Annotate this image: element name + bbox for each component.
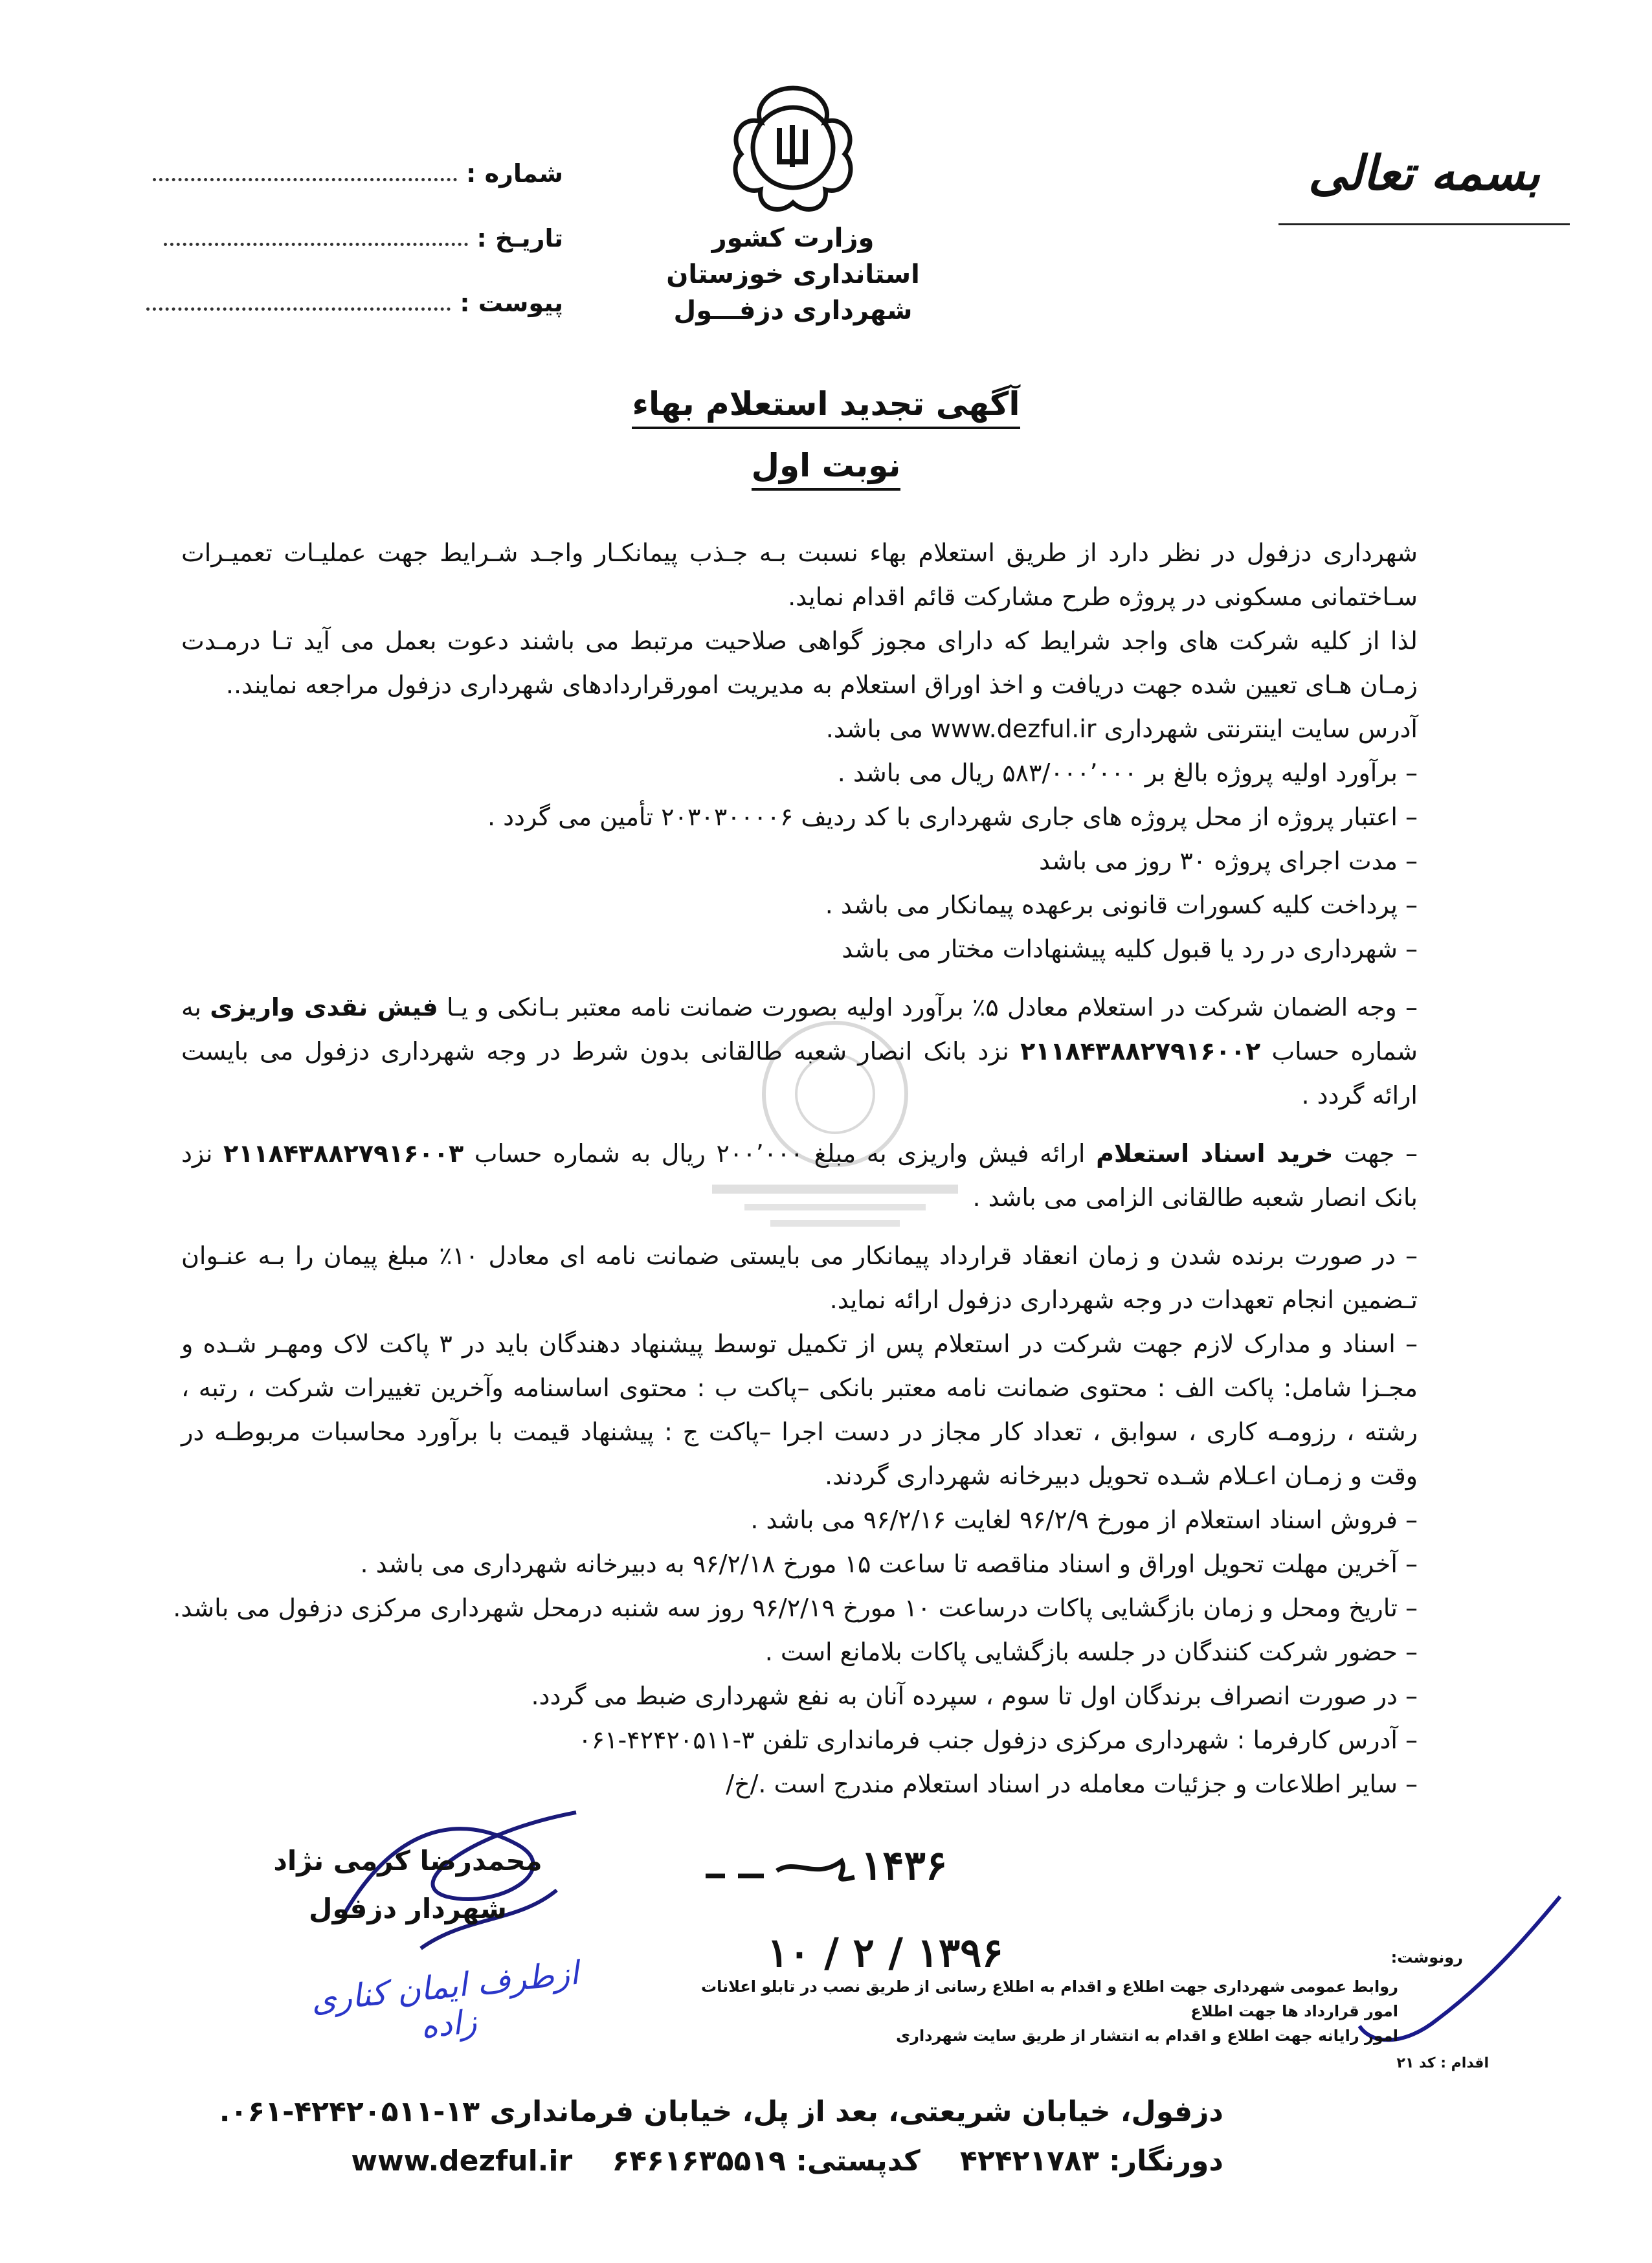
issuer-block (647, 220, 939, 329)
documents-item: – اسناد و مدارک لازم جهت شرکت در استعلام پس از تکمیل توسط پیشنهاد دهندگان باید در ۳ پاکت لاک ومهـر شـده و مجـزا شامل: پاکت الف : محتوی ضمانت نامه معتبر بانکی –پاکت ب : محتوی اساسنامه وآخرین تغییرات شرکت ، رتبه ، رشته ، رزومـه کاری ، سوابق ، تعداد کار مجاز در دست اجرا –پاکت ج : پیشنهاد قیمت با برآورد محاسبات مربوطـه در وقت و زمـان اعـلام شـده تحویل دبیرخانه شهرداری گردند. (181, 1330, 1418, 1490)
opening-item: – تاریخ ومحل و زمان بازگشایی پاکات درساعت ۱۰ مورخ ۹۶/۲/۱۹ روز سه شنبه درمحل شهرداری مرکزی دزفول می باشد. (173, 1594, 1418, 1622)
purchase-text: ارائه فیش واریزی به مبلغ ۲۰۰٬۰۰۰ ریال به شماره حساب (474, 1139, 1086, 1168)
letterhead-footer (219, 2088, 1223, 2186)
postal-code: ۶۴۶۱۶۳۵۵۱۹ (612, 2145, 787, 2178)
postal-code-label: کدپستی: (796, 2145, 921, 2178)
document-title (502, 385, 1150, 423)
cc-item-it: امور رایانه جهت اطلاع و اقدام به انتشار از طریق سایت شهرداری (896, 2027, 1398, 2045)
guarantee-account-text: نزد بانک انصار شعبه طالقانی بدون شرط در وجه شهرداری دزفول می بایست ارائه گردد . (181, 1037, 1418, 1109)
purchase-suffix: نزد بانک انصار شعبه طالقانی الزامی می باشد . (181, 1139, 1418, 1212)
province-name: استانداری خوزستان (666, 260, 920, 289)
purchase-item (181, 1132, 1418, 1220)
estimate-item: – برآورد اولیه پروژه بالغ بر ۵۸۳/۰۰۰٬۰۰۰ ریال می باشد . (837, 759, 1418, 787)
ministry-name: وزارت کشور (711, 223, 875, 253)
signatory-title: شهردار دزفول (309, 1893, 507, 1924)
employer-address-item: – آدرس کارفرما : شهرداری مرکزی دزفول جنب فرمانداری تلفن ۳-۴۲۴۲۰۵۱۱-۰۶۱ (578, 1726, 1418, 1754)
guarantee-emphasis: فیش نقدی واریزی (210, 993, 438, 1021)
footer-website-link[interactable]: www.dezful.ir (351, 2145, 573, 2178)
number-field (78, 123, 563, 188)
guarantee-item (181, 985, 1418, 1117)
purchase-emphasis: خرید اسناد استعلام (1096, 1139, 1334, 1168)
document-subtitle (632, 447, 1020, 484)
website-link[interactable]: www.dezful.ir (930, 715, 1097, 743)
purchase-prefix: – جهت (1344, 1139, 1418, 1168)
attachment-blank (146, 307, 451, 311)
attachment-field (78, 252, 563, 317)
fax-number: ۴۲۴۲۱۷۸۳ (960, 2145, 1099, 2178)
date-field (78, 188, 563, 252)
date-blank (164, 243, 468, 246)
invitation-paragraph: لذا از کلیه شرکت های واجد شرایط که دارای مجوز گواهی صلاحیت مرتبط می باشند دعوت بعمل می آید تـا درمـدت زمـان هـای تعیین شده جهت دریافت و اخذ اوراق استعلام به مدیریت امورقراردادهای شهرداری دزفول مراجعه نمایند.. (181, 627, 1418, 699)
guarantee-account-label: شماره حساب (1271, 1037, 1418, 1065)
letter-number: ۱۴۳۶ (861, 1842, 948, 1889)
guarantee-text: – وجه الضمان شرکت در استعلام معادل ۵٪ برآورد اولیه بصورت ضمانت نامه معتبر بـانکی و یـا (447, 993, 1418, 1021)
website-line-suffix: می باشد. (825, 715, 923, 743)
credit-item: – اعتبار پروژه از محل پروژه های جاری شهرداری با کد ردیف ۲۰۳۰۳۰۰۰۰۶ تأمین می گردد . (487, 803, 1418, 831)
winner-item: – در صورت برنده شدن و زمان انعقاد قرارداد پیمانکار می بایستی ضمانت نامه ای معادل ۱۰٪ مبلغ پیمان را بـه عنـوان تـضمین انجام تعهدات در وجه شهرداری دزفول ارائه نماید. (181, 1242, 1418, 1314)
other-info-item: – سایر اطلاعات و جزئیات معامله در اسناد استعلام مندرج است ./خ/ (726, 1770, 1418, 1798)
signatory-block (272, 1837, 544, 1933)
fax-label: دورنگار: (1109, 2145, 1223, 2178)
on-behalf-signature: ازطرف ایمان کناری زاده (309, 1954, 581, 2046)
website-line (181, 707, 1418, 751)
guarantee-account-number: ۲۱۱۸۴۳۸۸۲۷۹۱۶۰۰۲ (1020, 1037, 1261, 1065)
intro-paragraph: شهرداری دزفول در نظر دارد از طریق استعلام بهاء نسبت بـه جـذب پیمانکـار واجـد شـرایط جهت عملیـات تعمیـرات سـاختمانی مسکونی در پروژه طرح مشارکت قائم اقدام نماید. (181, 539, 1418, 611)
attachment-label: پیوست : (460, 289, 563, 317)
attendance-item: – حضور شرکت کنندگان در جلسه بازگشایی پاکات بلامانع است . (765, 1638, 1418, 1666)
bismillah-heading: بسمه تعالی (1308, 146, 1540, 201)
letter-meta-fields (78, 123, 563, 317)
action-code: اقدام : کد ۲۱ (1396, 2055, 1489, 2071)
footer-address: دزفول، خیابان شریعتی، بعد از پل، خیابان فرمانداری ۱۳-۴۲۴۲۰۵۱۱-۰۶۱. (219, 2095, 1223, 2128)
duration-item: – مدت اجرای پروژه ۳۰ روز می باشد (1039, 847, 1418, 875)
letter-date: ۱۳۹۶ / ۲ / ۱۰ (767, 1929, 1003, 1976)
website-line-prefix: آدرس سایت اینترنتی شهرداری (1104, 715, 1418, 743)
footer-contact-line (351, 2137, 1223, 2186)
municipality-emblem-icon (722, 76, 864, 219)
cc-item-contracts: امور قرارداد ها جهت اطلاع (1190, 2002, 1398, 2020)
forfeit-item: – در صورت انصراف برندگان اول تا سوم ، سپرده آنان به نفع شهرداری ضبط می گردد. (531, 1682, 1418, 1710)
announcement-body (173, 531, 1418, 1806)
number-label: شماره : (466, 159, 563, 188)
date-label: تاریـخ : (476, 224, 563, 252)
document-subtitle-text: نوبت اول (752, 447, 901, 491)
signatory-name: محمدرضا کرمی نژاد (273, 1845, 542, 1877)
number-blank (153, 178, 457, 181)
cc-list (701, 1974, 1398, 2048)
cc-title: رونوشت: (1390, 1948, 1463, 1967)
sale-item: – فروش اسناد استعلام از مورخ ۹۶/۲/۹ لغایت ۹۶/۲/۱۶ می باشد . (750, 1506, 1418, 1534)
deadline-item: – آخرین مهلت تحویل اوراق و اسناد مناقصه تا ساعت ۱۵ مورخ ۹۶/۲/۱۸ به دبیرخانه شهرداری می باشد . (360, 1550, 1418, 1578)
document-title-text: آگهی تجدید استعلام بهاء (632, 385, 1020, 429)
bismillah-underline (1278, 223, 1570, 225)
municipality-name: شهرداری دزفـــول (673, 296, 913, 326)
purchase-account-number: ۲۱۱۸۴۳۸۸۲۷۹۱۶۰۰۳ (223, 1139, 464, 1168)
deductions-item: – پرداخت کلیه کسورات قانونی برعهده پیمانکار می باشد . (825, 891, 1418, 919)
guarantee-suffix: به (181, 993, 201, 1021)
rights-item: – شهرداری در رد یا قبول کلیه پیشنهادات مختار می باشد (842, 935, 1418, 963)
cc-item-public-relations: روابط عمومی شهرداری جهت اطلاع و اقدام به اطلاع رسانی از طریق نصب در تابلو اعلانات (701, 1978, 1398, 1996)
